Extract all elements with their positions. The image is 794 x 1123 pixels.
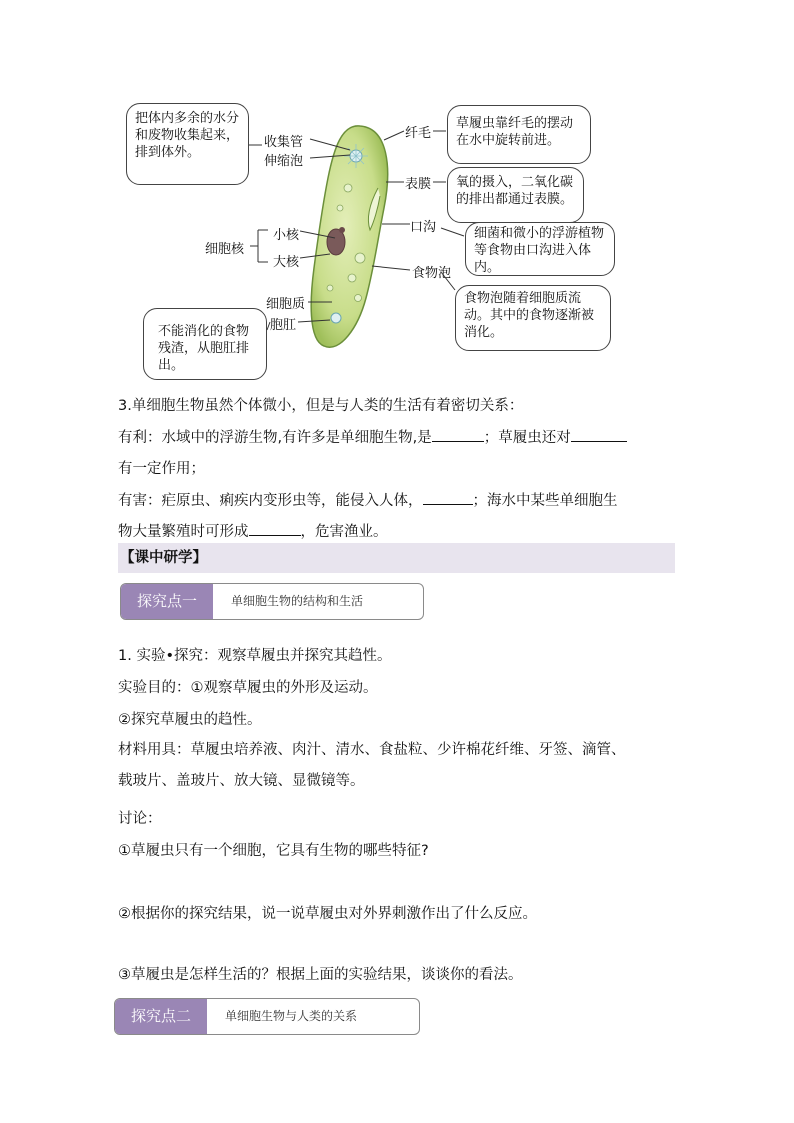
q3-intro: 3.单细胞生物虽然个体微小，但是与人类的生活有着密切关系： <box>118 398 524 414</box>
explore-point-2-title: 单细胞生物与人类的关系 <box>225 1009 358 1023</box>
label-membrane: 表膜 <box>405 177 432 192</box>
explore-point-1-tag: 探究点一 <box>121 584 213 619</box>
bubble-food-vacuole: 食物泡随着细胞质流动。其中的食物逐渐被消化。 <box>455 285 611 351</box>
explore-point-1 <box>120 583 424 620</box>
discussion-q2: ②根据你的探究结果，说一说草履虫对外界刺激作出了什么反应。 <box>118 906 537 922</box>
experiment-title: 1. 实验•探究：观察草履虫并探究其趋性。 <box>118 648 392 664</box>
materials-1: 材料用具：草履虫培养液、肉汁、清水、食盐粒、少许棉花纤维、牙签、滴管、 <box>118 742 626 758</box>
discussion-heading: 讨论： <box>118 811 162 827</box>
label-collecting-tube: 收集管 <box>264 135 304 150</box>
benefit-line: 有利：水域中的浮游生物,有许多是单细胞生物,是 ；草履虫还对 <box>118 426 627 447</box>
label-oral-groove: 口沟 <box>410 220 437 235</box>
harm-line-2: 物大量繁殖时可形成 ，危害渔业。 <box>118 520 388 541</box>
explore-point-1-title: 单细胞生物的结构和生活 <box>231 594 364 608</box>
answer-blank[interactable] <box>249 521 301 536</box>
materials-2: 载玻片、盖玻片、放大镜、显微镜等。 <box>118 773 365 789</box>
bubble-excretion: 把体内多余的水分和废物收集起来，排到体外。 <box>126 103 249 185</box>
purpose-1: 实验目的：①观察草履虫的外形及运动。 <box>118 680 378 696</box>
bubble-anal-pore: 不能消化的食物残渣，从胞肛排出。 <box>143 308 267 380</box>
label-nucleus: 细胞核 <box>205 242 245 257</box>
harm-line: 有害：疟原虫、痢疾内变形虫等，能侵入人体， ；海水中某些单细胞生 <box>118 489 618 510</box>
purpose-2: ②探究草履虫的趋性。 <box>118 712 262 728</box>
leader-lines <box>0 0 794 400</box>
label-food-vacuole: 食物泡 <box>412 266 452 281</box>
label-micronucleus: 小核 <box>273 228 300 243</box>
discussion-q1: ①草履虫只有一个细胞，它具有生物的哪些特征? <box>118 843 429 859</box>
bubble-membrane: 氧的摄入，二氧化碳的排出都通过表膜。 <box>447 167 584 223</box>
label-macronucleus: 大核 <box>273 255 300 270</box>
answer-blank[interactable] <box>432 427 484 442</box>
label-contractile-vacuole: 伸缩泡 <box>264 154 304 169</box>
answer-blank[interactable] <box>571 427 627 442</box>
explore-point-2 <box>114 998 420 1035</box>
label-anal-pore: 胞肛 <box>270 318 297 333</box>
answer-blank[interactable] <box>423 490 473 505</box>
label-cilia: 纤毛 <box>405 126 432 141</box>
discussion-q3: ③草履虫是怎样生活的？根据上面的实验结果，谈谈你的看法。 <box>118 967 523 983</box>
benefit-line-2: 有一定作用； <box>118 461 205 477</box>
bubble-oral-groove: 细菌和微小的浮游植物等食物由口沟进入体内。 <box>465 222 615 276</box>
section-title: 【课中研学】 <box>118 543 675 573</box>
bubble-cilia: 草履虫靠纤毛的摆动在水中旋转前进。 <box>447 105 591 164</box>
explore-point-2-tag: 探究点二 <box>115 999 207 1034</box>
label-cytoplasm: 细胞质 <box>266 297 306 312</box>
